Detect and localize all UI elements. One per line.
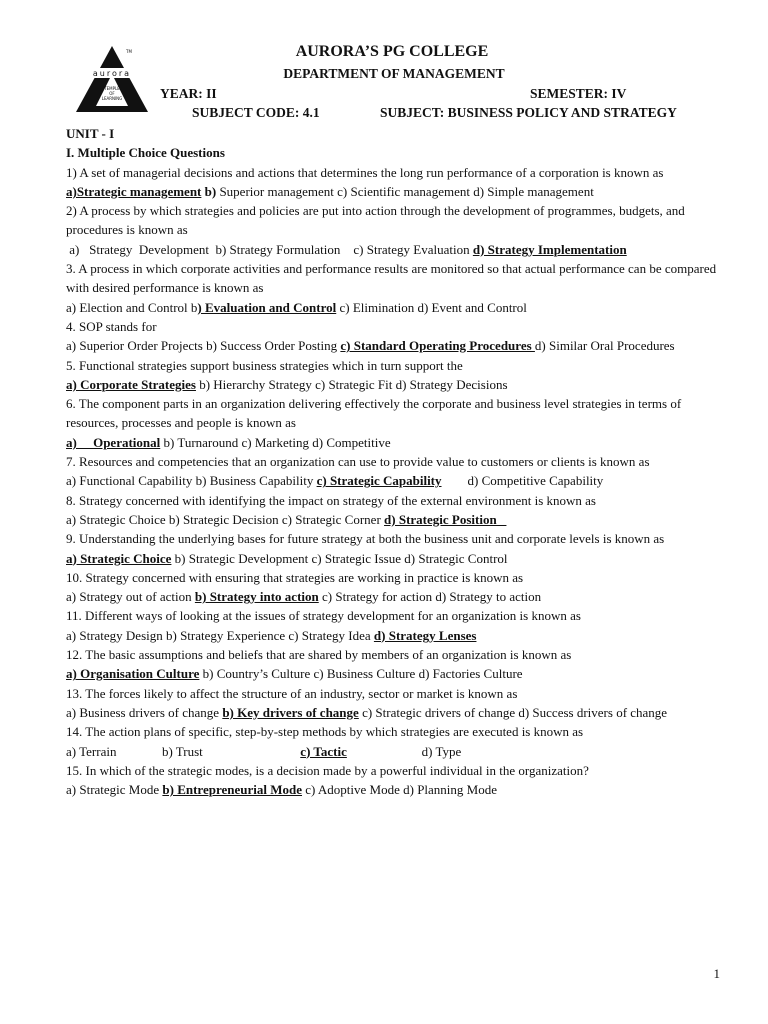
- answer-options: [66, 780, 726, 799]
- option-text: c) Strategy for action d) Strategy to action: [318, 589, 542, 605]
- svg-text:TEMPLE: TEMPLE: [104, 86, 120, 91]
- option-text: Superior management c) Scientific management d) Simple management: [216, 183, 594, 199]
- correct-answer: ) Evaluation and Control: [197, 299, 337, 315]
- answer-options: [66, 375, 726, 394]
- college-name: AURORA’S PG COLLEGE: [295, 43, 489, 60]
- question-text: 1) A set of managerial decisions and actions that determines the long run performance of a corporation is known as: [66, 164, 664, 180]
- option-text: b) Strategic Development c) Strategic Issue d) Strategic Control: [171, 550, 508, 566]
- question-text: 3. A process in which corporate activities and performance results are monitored so that actual performance can be compared with desired performance is known as: [66, 261, 717, 296]
- option-label: b): [201, 183, 217, 199]
- correct-answer: a) Corporate Strategies: [66, 376, 196, 392]
- answer-options: [66, 742, 726, 761]
- question-text: 2) A process by which strategies and policies are put into action through the development of programmes, budgets, and procedures is known as: [66, 203, 685, 238]
- answer-options: [66, 626, 726, 645]
- semester-label: SEMESTER: IV: [530, 86, 627, 101]
- correct-answer: d) Strategy Implementation: [472, 241, 627, 257]
- answer-options: [66, 433, 726, 452]
- correct-answer: a)Strategic management: [66, 183, 202, 199]
- correct-answer: b) Key drivers of change: [222, 704, 359, 720]
- option-text: b) Turnaround c) Marketing d) Competitive: [160, 434, 391, 450]
- question-text: 10. Strategy concerned with ensuring that strategies are working in practice is known as: [66, 569, 524, 585]
- option-text: a) Business drivers of change: [66, 704, 223, 720]
- option-text: d) Similar Oral Procedures: [534, 338, 675, 354]
- svg-text:TM: TM: [126, 49, 132, 54]
- question-text: 15. In which of the strategic modes, is a decision made by a powerful individual in the organization?: [66, 762, 589, 778]
- unit-heading: UNIT - I: [66, 126, 115, 141]
- page-number: 1: [713, 966, 720, 981]
- subject-label: SUBJECT: BUSINESS POLICY AND STRATEGY: [380, 105, 677, 120]
- correct-answer: a) Organisation Culture: [66, 666, 200, 682]
- option-text: a) Strategic Choice b) Strategic Decision c) Strategic Corner: [66, 511, 385, 527]
- correct-answer: a) Strategic Choice: [66, 550, 172, 566]
- answer-options: [66, 182, 726, 201]
- question-text: 4. SOP stands for: [66, 318, 157, 334]
- question-text: 7. Resources and competencies that an organization can use to provide value to customers or clients is known as: [66, 454, 650, 470]
- question-text: 13. The forces likely to affect the structure of an industry, sector or market is known as: [66, 685, 518, 701]
- correct-answer: c) Standard Operating Procedures: [340, 338, 535, 354]
- option-text: d) Competitive Capability: [441, 473, 604, 489]
- answer-options: [66, 298, 726, 317]
- department-name: DEPARTMENT OF MANAGEMENT: [283, 66, 505, 81]
- answer-options: [66, 471, 726, 490]
- option-text: a) Election and Control b: [66, 299, 198, 315]
- question-text: 14. The action plans of specific, step-by-step methods by which strategies are executed is known as: [66, 724, 584, 740]
- answer-options: [66, 240, 726, 259]
- option-text: a) Strategic Mode: [66, 782, 163, 798]
- svg-text:aurora: aurora: [92, 69, 132, 78]
- correct-answer: a) Operational: [66, 434, 161, 450]
- option-text: b) Hierarchy Strategy c) Strategic Fit d) Strategy Decisions: [195, 376, 508, 392]
- correct-answer: c) Tactic: [300, 743, 347, 759]
- question-text: 6. The component parts in an organization delivering effectively the corporate and business level strategies in terms of resources, processes and people is known as: [66, 396, 682, 431]
- question-text: 5. Functional strategies support business strategies which in turn support the: [66, 357, 463, 373]
- option-text: c) Elimination d) Event and Control: [336, 299, 527, 315]
- answer-options: [66, 510, 726, 529]
- question-text: 11. Different ways of looking at the issues of strategy development for an organization is known as: [66, 608, 581, 624]
- question-list: [66, 124, 726, 799]
- answer-options: [66, 664, 726, 683]
- option-text: a) Strategy Design b) Strategy Experience c) Strategy Idea: [66, 627, 374, 643]
- answer-options: [66, 549, 726, 568]
- option-text: a) Superior Order Projects b) Success Order Posting: [66, 338, 341, 354]
- option-text: d) Type: [346, 743, 462, 759]
- correct-answer: d) Strategy Lenses: [373, 627, 477, 643]
- correct-answer: b) Entrepreneurial Mode: [162, 782, 303, 798]
- correct-answer: d) Strategic Position: [384, 511, 507, 527]
- option-text: a) Strategy Development b) Strategy Formulation c) Strategy Evaluation: [66, 241, 473, 257]
- answer-options: [66, 587, 726, 606]
- option-text: c) Strategic drivers of change d) Success drivers of change: [358, 704, 668, 720]
- correct-answer: b) Strategy into action: [194, 589, 319, 605]
- question-text: 8. Strategy concerned with identifying the impact on strategy of the external environment is known as: [66, 492, 596, 508]
- svg-text:OF: OF: [109, 91, 115, 96]
- question-text: 9. Understanding the underlying bases for future strategy at both the business unit and corporate levels is known as: [66, 531, 665, 547]
- option-text: b) Country’s Culture c) Business Culture d) Factories Culture: [199, 666, 523, 682]
- answer-options: [66, 703, 726, 722]
- option-text: a) Terrain b) Trust: [66, 743, 301, 759]
- svg-text:LEARNING: LEARNING: [101, 96, 123, 101]
- option-text: c) Adoptive Mode d) Planning Mode: [302, 782, 497, 798]
- option-text: a) Functional Capability b) Business Capability: [66, 473, 317, 489]
- question-text: 12. The basic assumptions and beliefs that are shared by members of an organization is known as: [66, 647, 572, 663]
- option-text: a) Strategy out of action: [66, 589, 195, 605]
- section-heading: I. Multiple Choice Questions: [66, 145, 225, 161]
- answer-options: [66, 336, 726, 355]
- subject-code-label: SUBJECT CODE: 4.1: [192, 105, 320, 120]
- year-label: YEAR: II: [160, 86, 217, 101]
- correct-answer: c) Strategic Capability: [316, 473, 442, 489]
